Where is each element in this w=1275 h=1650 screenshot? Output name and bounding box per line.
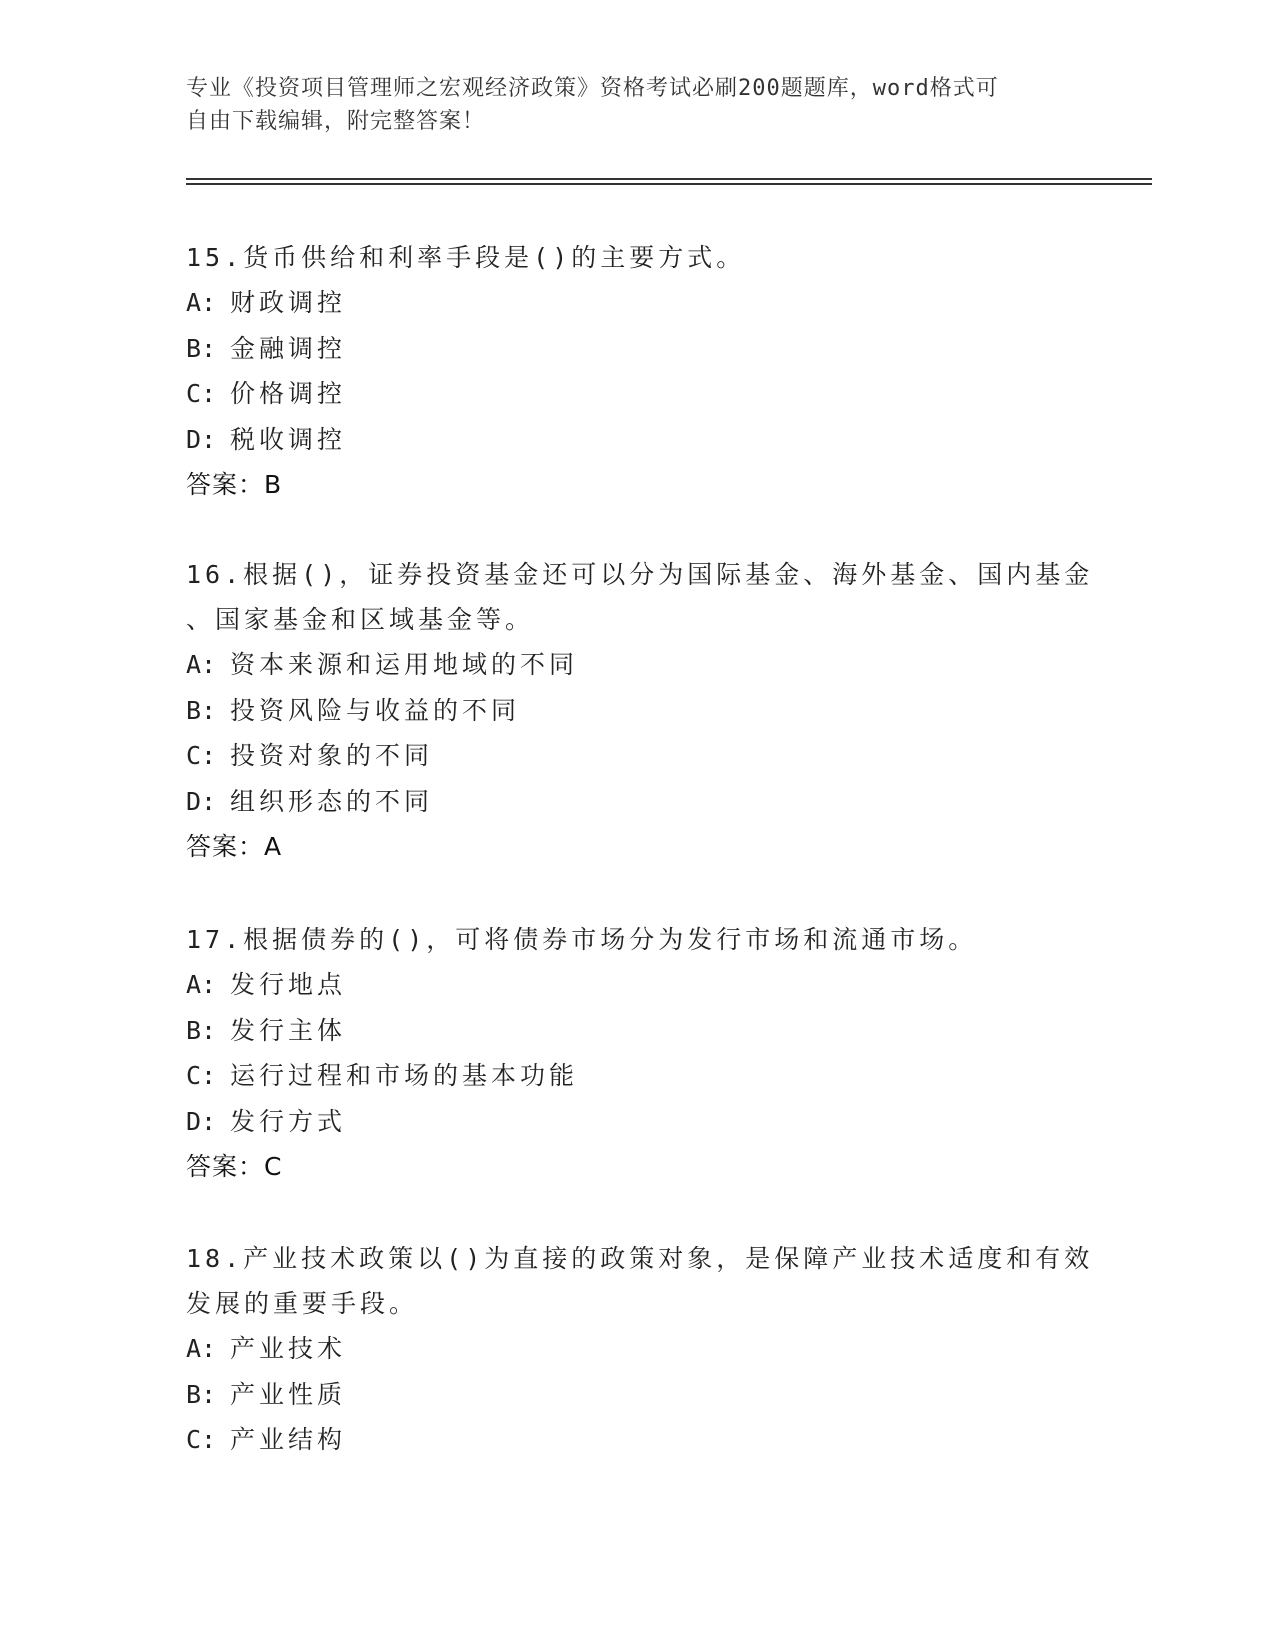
option-key: D: xyxy=(186,1106,217,1136)
option-key: B: xyxy=(186,1015,217,1045)
option-text: 价格调控 xyxy=(230,379,347,408)
option-a xyxy=(186,642,1086,688)
option-a xyxy=(186,280,1086,326)
option-key: C: xyxy=(186,1061,217,1090)
option-text: 投资风险与收益的不同 xyxy=(230,695,521,725)
option-text: 发行主体 xyxy=(230,1015,347,1045)
header-line-1: 专业《投资项目管理师之宏观经济政策》资格考试必刷200题题库，word格式可 xyxy=(186,76,999,101)
option-c xyxy=(186,733,1086,779)
option-text: 组织形态的不同 xyxy=(230,786,434,816)
option-b xyxy=(186,688,1086,734)
header-line-2: 自由下载编辑，附完整答案！ xyxy=(186,109,486,134)
option-a xyxy=(186,962,1086,1008)
question-17 xyxy=(186,917,1086,1189)
document-header xyxy=(186,72,1066,138)
answer: 答案：B xyxy=(186,470,283,499)
question-18 xyxy=(186,1236,1094,1463)
question-text-line-1: 18.产业技术政策以()为直接的政策对象，是保障产业技术适度和有效 xyxy=(186,1244,1094,1273)
answer: 答案：A xyxy=(186,832,283,861)
option-c xyxy=(186,1053,1086,1099)
option-c xyxy=(186,371,1086,417)
option-text: 发行方式 xyxy=(230,1106,347,1136)
question-text: 15.货币供给和利率手段是()的主要方式。 xyxy=(186,243,746,272)
question-16 xyxy=(186,552,1094,869)
question-text-line-1: 16.根据()，证券投资基金还可以分为国际基金、海外基金、国内基金 xyxy=(186,560,1094,589)
option-key: B: xyxy=(186,695,217,725)
option-key: A: xyxy=(186,650,217,679)
option-key: A: xyxy=(186,970,217,999)
option-text: 运行过程和市场的基本功能 xyxy=(230,1061,579,1090)
option-b xyxy=(186,1372,1086,1418)
option-key: A: xyxy=(186,1334,217,1363)
option-key: B: xyxy=(186,333,217,363)
option-key: C: xyxy=(186,379,217,408)
option-key: D: xyxy=(186,424,217,454)
option-c xyxy=(186,1417,1086,1463)
header-divider-top xyxy=(186,178,1152,180)
option-key: B: xyxy=(186,1379,217,1409)
option-d xyxy=(186,1099,1086,1145)
option-key: C: xyxy=(186,741,217,770)
option-text: 投资对象的不同 xyxy=(230,741,434,770)
option-key: A: xyxy=(186,288,217,317)
option-text: 产业结构 xyxy=(230,1425,347,1454)
option-text: 产业性质 xyxy=(230,1379,347,1409)
option-key: D: xyxy=(186,786,217,816)
option-d xyxy=(186,417,1086,463)
option-key: C: xyxy=(186,1425,217,1454)
option-text: 发行地点 xyxy=(230,970,347,999)
option-a xyxy=(186,1326,1086,1372)
answer: 答案：C xyxy=(186,1152,283,1181)
option-b xyxy=(186,326,1086,372)
option-b xyxy=(186,1008,1086,1054)
option-text: 产业技术 xyxy=(230,1334,347,1363)
option-text: 税收调控 xyxy=(230,424,347,454)
question-15 xyxy=(186,235,1086,507)
option-d xyxy=(186,779,1086,825)
question-text: 17.根据债券的()，可将债券市场分为发行市场和流通市场。 xyxy=(186,925,978,954)
question-text-line-2: 、国家基金和区域基金等。 xyxy=(186,605,535,634)
header-divider-bottom xyxy=(186,183,1152,185)
option-text: 资本来源和运用地域的不同 xyxy=(230,650,579,679)
option-text: 金融调控 xyxy=(230,333,347,363)
option-text: 财政调控 xyxy=(230,288,347,317)
question-text-line-2: 发展的重要手段。 xyxy=(186,1289,419,1318)
